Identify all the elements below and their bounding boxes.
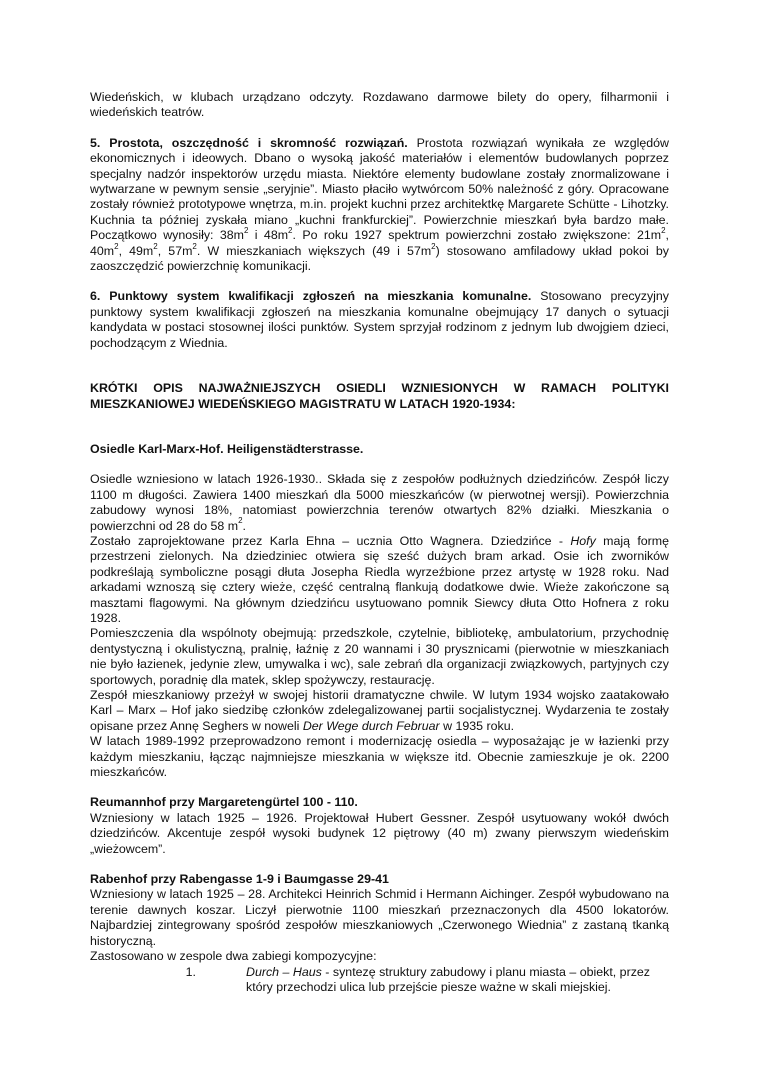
section-6-heading: 6. Punktowy system kwalifikacji zgłoszeń na mieszkania komunalne. [90, 289, 532, 304]
rabenhof-paragraph-2: Zastosowano w zespole dwa zabiegi kompozycyjne: [90, 949, 377, 964]
rabenhof-paragraph-1: Wzniesiony w latach 1925 – 28. Architekci Heinrich Schmid i Hermann Aichinger. Zespół wybudowano na terenie dawnych koszar. Liczył pierwotnie 1100 mieszkań przeznaczonych dla 4500 lokatorów. Najbardziej zintegrowany spośród zespołów mieszkaniowych „Czerwonego Wiednia” z zastaną tkanką historyczną. [90, 887, 669, 948]
reumannhof-heading: Reumannhof przy Margaretengürtel 100 - 110. [90, 795, 358, 810]
list-item-number: 1. [185, 964, 196, 979]
reumannhof-paragraph: Wzniesiony w latach 1925 – 1926. Projektował Hubert Gessner. Zespół usytuowany wokół dwóch dziedzińców. Akcentuje zespół wysoki budynek 12 piętrowy (40 m) zwany pierwszym wiedeńskim „wieżowcem”. [90, 810, 669, 856]
rabenhof-heading: Rabenhof przy Rabengasse 1-9 i Baumgasse 29-41 [90, 872, 389, 887]
karl-marx-hof-heading: Osiedle Karl-Marx-Hof. Heiligenstädterstrasse. [90, 441, 364, 456]
section-5-heading: 5. Prostota, oszczędność i skromność rozwiązań. [90, 135, 408, 150]
karl-marx-hof-paragraph-4: Zespół mieszkaniowy przeżył w swojej historii dramatyczne chwile. W lutym 1934 wojsko zaatakowało Karl – Marx – Hof jako siedzibę członków zdelegalizowanej partii socjalistycznej. Wydarzenia te zostały opisane przez Annę Seghers w noweli Der Wege durch Februar w 1935 roku. [90, 688, 669, 733]
list-item-text: Durch – Haus - syntezę struktury zabudowy i planu miasta – obiekt, przez który przechodzi ulica lub przejście piesze ważne w skali miejskiej. [246, 964, 650, 994]
main-heading: KRÓTKI OPIS NAJWAŻNIEJSZYCH OSIEDLI WZNIESIONYCH W RAMACH POLITYKI MIESZKANIOWEJ WIEDEŃSKIEGO MAGISTRATU W LATACH 1920-1934: [90, 381, 669, 411]
section-6-paragraph: 6. Punktowy system kwalifikacji zgłoszeń na mieszkania komunalne. Stosowano precyzyjny punktowy system kwalifikacji zgłoszeń na mieszkania komunalne obejmujący 17 danych o sytuacji kandydata w postaci stosownej ilości punktów. System sprzyjał rodzinom z jednym lub dwojgiem dzieci, pochodzącym z Wiednia. [90, 289, 669, 350]
karl-marx-hof-paragraph-2: Zostało zaprojektowane przez Karla Ehna – ucznia Otto Wagnera. Dziedzińce - Hofy mają formę przestrzeni zielonych. Na dziedziniec otwiera się sześć dużych bram arkad. Osie ich zworników podkreślają symboliczne posągi dłuta Josepha Riedla wyrzeźbione przez artystę w 1928 roku. Nad arkadami wznoszą się cztery wieże, część centralną flankują dodatkowe dwie. Wieże zakończone są masztami flagowymi. Na głównym dziedzińcu usytuowano pomnik Siewcy dłuta Otto Hofnera z roku 1928. [90, 533, 670, 625]
section-5-paragraph: 5. Prostota, oszczędność i skromność rozwiązań. Prostota rozwiązań wynikała ze względów ekonomicznych i ideowych. Dbano o wysoką jakość materiałów i elementów budowlanych poprzez specjalny nadzór inspektorów urzędu miasta. Niektóre elementy budowlane zostały znormalizowane i wytwarzane w pewnym sensie „seryjnie”. Miasto płaciło wytwórcom 50% należność z góry. Opracowane zostały również prototypowe wnętrza, m.in. projekt kuchni przez architektkę Margarete Schütte - Lihotzky. Kuchnia ta później zyskała miano „kuchni frankfurckiej”. Powierzchnie mieszkań była bardzo małe. Początkowo wynosiły: $38m^2$ i $48m^2$. Po roku 1927 spektrum powierzchni zostało zwiększone: $21m^2$, $40m^2$, $49m^2$, $57m^2$. W mieszkaniach większych (49 i $57m^2$) stosowano amfiladowy układ pokoi by zaoszczędzić powierzchnię komunikacji. [90, 135, 670, 274]
list-item [90, 965, 669, 996]
document-page [90, 90, 669, 995]
karl-marx-hof-paragraph-1: Osiedle wzniesiono w latach 1926-1930.. Składa się z zespołów podłużnych dziedzińców. Zespół liczy 1100 m długości. Zawiera 1400 mieszkań dla 5000 mieszkańców (w pierwotnej wersji). Powierzchnia zabudowy wynosi 18%, natomiast powierzchnia terenów otwartych 82% działki. Mieszkania o powierzchni od 28 do 58 $m^2$. [90, 472, 669, 533]
intro-paragraph: Wiedeńskich, w klubach urządzano odczyty. Rozdawano darmowe bilety do opery, filharmonii i wiedeńskich teatrów. [90, 90, 669, 120]
karl-marx-hof-paragraph-5: W latach 1989-1992 przeprowadzono remont i modernizację osiedla – wyposażając je w łazienki przy każdym mieszkaniu, łącząc najmniejsze mieszkania w większe itd. Obecnie zamieszkuje je ok. 2200 mieszkańców. [90, 734, 669, 780]
karl-marx-hof-paragraph-3: Pomieszczenia dla wspólnoty obejmują: przedszkole, czytelnie, bibliotekę, ambulatorium, przychodnię dentystyczną i okulistyczną, pralnię, łaźnię z 20 wannami i 30 prysznicami (pierwotnie w mieszkaniach nie było łazienek, jedynie zlew, umywalka i wc), sale zebrań dla organizacji związkowych, partyjnych czy sportowych, poradnię dla matek, sklep spożywczy, restaurację. [90, 626, 669, 687]
